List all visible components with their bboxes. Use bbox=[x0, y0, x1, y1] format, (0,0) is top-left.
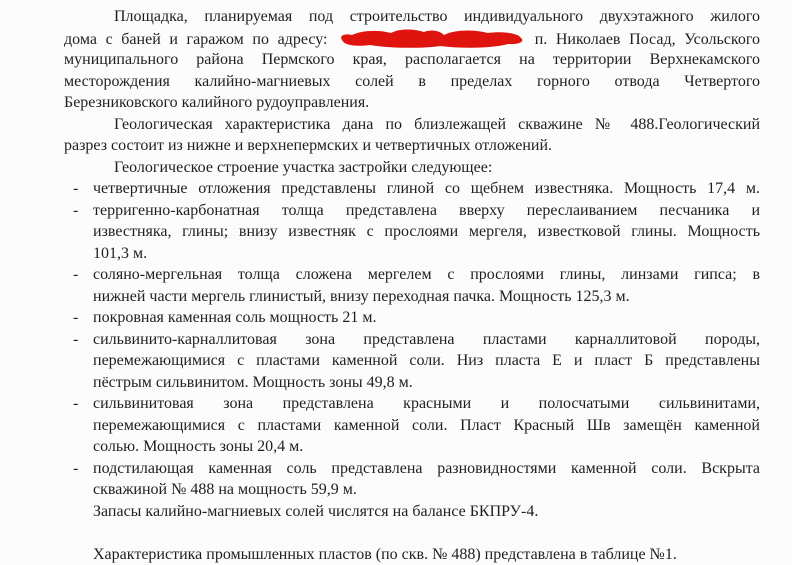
line-text: перемежающимися с пластами каменной соли. Пласт Красный Шв замещён каменной bbox=[93, 417, 760, 434]
text-line bbox=[64, 458, 760, 480]
text-line bbox=[64, 178, 760, 200]
line-text: Характеристика промышленных пластов (по скв. № 488) представлена в таблице №1. bbox=[93, 546, 677, 563]
line-text: перемежающимися с пластами каменной соли. Низ пласта Е и пласт Б представлены bbox=[93, 352, 760, 369]
list-dash-marker: - bbox=[73, 200, 78, 222]
line-text: Площадка, планируемая под строительство индивидуального двухэтажного жилого bbox=[114, 8, 760, 25]
list-dash-marker: - bbox=[73, 307, 78, 329]
line-text: известняка, глины; внизу известняк с прослоями мергеля, известковой глины. Мощность bbox=[93, 223, 760, 240]
text-line bbox=[64, 372, 760, 394]
text-line bbox=[64, 135, 760, 157]
line-text: солью. Мощность зоны 20,4 м. bbox=[93, 438, 303, 455]
text-line bbox=[64, 157, 760, 179]
line-text: скважиной № 488 на мощность 59,9 м. bbox=[93, 481, 357, 498]
line-text: пёстрым сильвинитом. Мощность зоны 49,8 м. bbox=[93, 374, 413, 391]
line-text: сильвинито-карналлитовая зона представлена пластами карналлитовой породы, bbox=[93, 331, 760, 348]
blank-line bbox=[64, 522, 760, 544]
text-line bbox=[64, 479, 760, 501]
text-line bbox=[64, 28, 760, 50]
list-dash-marker: - bbox=[73, 329, 78, 351]
line-text: Запасы калийно-магниевых солей числятся на балансе БКПРУ-4. bbox=[93, 503, 538, 520]
text-line bbox=[64, 264, 760, 286]
line-text-after-redaction: п. Николаев Посад, Усольского bbox=[535, 31, 760, 48]
text-line bbox=[64, 221, 760, 243]
text-line bbox=[64, 307, 760, 329]
line-text: четвертичные отложения представлены глиной со щебнем известняка. Мощность 17,4 м. bbox=[93, 180, 760, 197]
text-line bbox=[64, 544, 760, 565]
list-dash-marker: - bbox=[73, 393, 78, 415]
text-line bbox=[64, 92, 760, 114]
line-text: нижней части мергель глинистый, внизу переходная пачка. Мощность 125,3 м. bbox=[93, 288, 630, 305]
text-line bbox=[64, 6, 760, 28]
list-dash-marker: - bbox=[73, 264, 78, 286]
text-line bbox=[64, 243, 760, 265]
text-line bbox=[64, 415, 760, 437]
text-line bbox=[64, 329, 760, 351]
line-text: 101,3 м. bbox=[93, 245, 147, 262]
line-text: муниципального района Пермского края, располагается на территории Верхнекамского bbox=[64, 51, 760, 68]
line-text: покровная каменная соль мощность 21 м. bbox=[93, 309, 376, 326]
line-text: терригенно-карбонатная толща представлена вверху переслаиванием песчаника и bbox=[93, 202, 760, 219]
text-line bbox=[64, 286, 760, 308]
text-line bbox=[64, 436, 760, 458]
text-line bbox=[64, 200, 760, 222]
text-line bbox=[64, 350, 760, 372]
line-text-before-redaction: дома с баней и гаражом по адресу: bbox=[64, 31, 327, 48]
line-text: разрез состоит из нижне и верхнепермских и четвертичных отложений. bbox=[64, 137, 552, 154]
text-line bbox=[64, 71, 760, 93]
list-dash-marker: - bbox=[73, 458, 78, 480]
text-line bbox=[64, 114, 760, 136]
line-text: Геологическая характеристика дана по близлежащей скважине № 488.Геологический bbox=[114, 116, 760, 133]
line-text: Геологическое строение участка застройки следующее: bbox=[114, 159, 492, 176]
line-text: Березниковского калийного рудоуправления. bbox=[64, 94, 369, 111]
line-text: сильвинитовая зона представлена красными и полосчатыми сильвинитами, bbox=[93, 395, 760, 412]
text-line bbox=[64, 49, 760, 71]
list-dash-marker: - bbox=[73, 178, 78, 200]
line-text: подстилающая каменная соль представлена разновидностями каменной соли. Вскрыта bbox=[93, 460, 760, 477]
line-text: месторождения калийно-магниевых солей в пределах горного отвода Четвертого bbox=[64, 73, 760, 90]
text-line bbox=[64, 501, 760, 523]
line-text: соляно-мергельная толща сложена мергелем с прослоями глины, линзами гипса; в bbox=[93, 266, 760, 283]
text-line bbox=[64, 393, 760, 415]
